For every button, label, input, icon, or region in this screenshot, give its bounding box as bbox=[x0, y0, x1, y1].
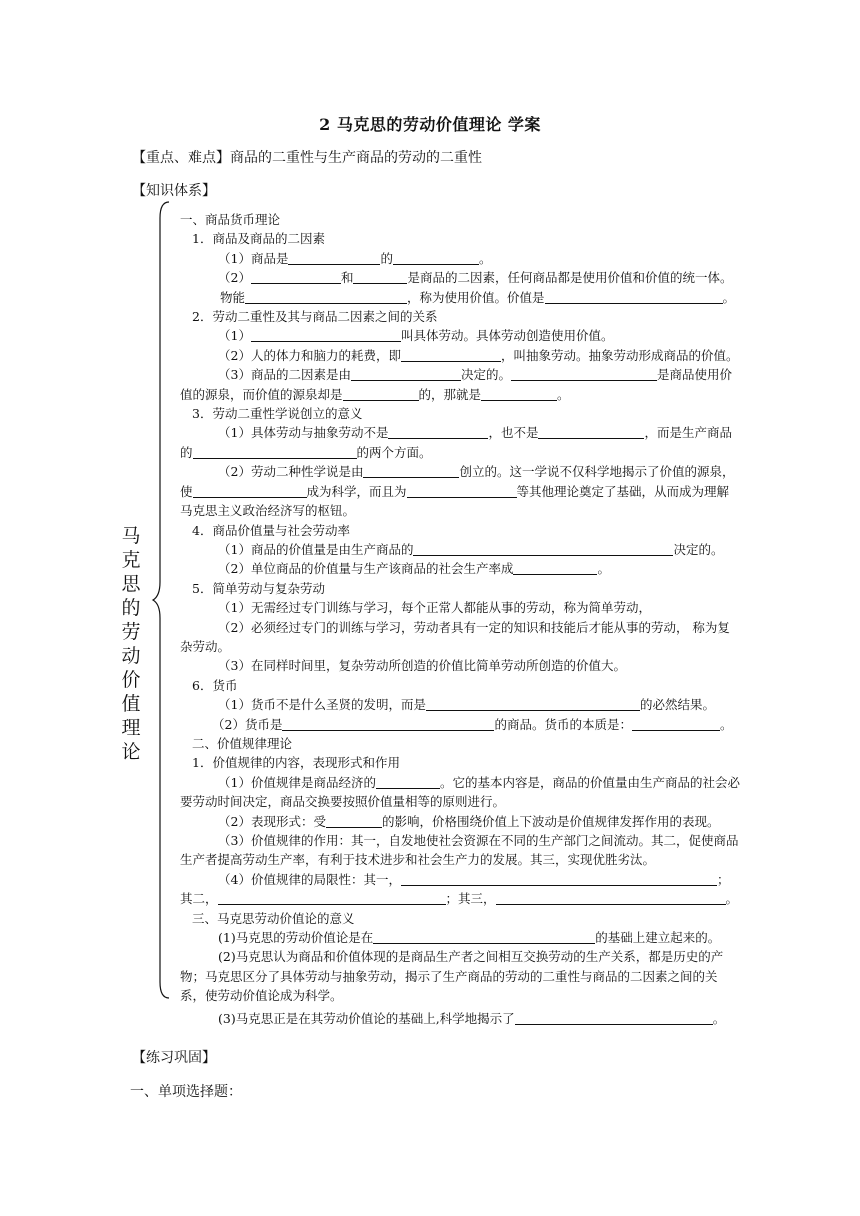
text-segment: ，称为使用价值。价值是 bbox=[407, 289, 545, 305]
fill-in-blank bbox=[513, 561, 597, 575]
fill-in-blank bbox=[496, 891, 726, 905]
outline-line bbox=[180, 928, 740, 947]
text-segment: （1）价值规律是商品经济的 bbox=[218, 774, 376, 790]
text-segment: ，也不是 bbox=[488, 425, 539, 441]
outline-line bbox=[180, 326, 740, 345]
fill-in-blank bbox=[515, 1011, 713, 1025]
fill-in-blank bbox=[326, 814, 382, 828]
text-segment: ，而是生产商品的 bbox=[180, 425, 732, 460]
outline-line bbox=[180, 870, 740, 889]
text-segment: 创立的。这一学说不仅科学地揭示了价值的源泉，使 bbox=[180, 464, 735, 499]
fill-in-blank bbox=[373, 930, 595, 944]
fill-in-blank bbox=[388, 425, 488, 439]
outline-line: 5．简单劳动与复杂劳动 bbox=[192, 580, 325, 596]
text-segment: （2）货币是 bbox=[212, 716, 283, 732]
text-segment: ； bbox=[716, 871, 730, 887]
fill-in-blank bbox=[363, 464, 459, 478]
outline-line bbox=[180, 268, 740, 287]
outline-line bbox=[180, 462, 740, 520]
outline-brace bbox=[150, 200, 172, 1000]
text-segment: 的影响，价格围绕价值上下波动是价值规律发挥作用的表现。 bbox=[381, 813, 720, 829]
fill-in-blank bbox=[545, 290, 723, 304]
fill-in-blank bbox=[481, 387, 557, 401]
text-segment: 。 bbox=[478, 250, 492, 266]
text-segment: 是商品使用价值的源泉，而价值的源泉却是 bbox=[180, 367, 732, 402]
fill-in-blank bbox=[401, 348, 501, 362]
fill-in-blank bbox=[218, 891, 446, 905]
fill-in-blank bbox=[413, 542, 673, 556]
outline-line bbox=[180, 1009, 740, 1028]
outline-line: 4．商品价值量与社会劳动率 bbox=[192, 522, 350, 538]
text-segment: 。 bbox=[712, 1010, 726, 1026]
text-segment: 决定的。 bbox=[673, 541, 724, 557]
knowledge-system-heading: 【知识体系】 bbox=[132, 183, 216, 199]
text-segment: 。 bbox=[719, 716, 733, 732]
text-segment: （2）劳动二种性学说是由 bbox=[218, 464, 364, 480]
text-segment: 的两个方面。 bbox=[356, 444, 432, 460]
outline-line bbox=[180, 715, 740, 734]
fill-in-blank bbox=[245, 290, 407, 304]
text-segment: 的必然结果。 bbox=[639, 697, 715, 713]
outline-line bbox=[180, 812, 740, 831]
text-segment: （2）人的体力和脑力的耗费，即 bbox=[218, 347, 401, 363]
text-segment: 克 bbox=[121, 549, 141, 571]
text-segment: 马 bbox=[121, 525, 141, 547]
text-segment: （1）商品的价值量是由生产商品的 bbox=[218, 541, 414, 557]
text-segment: 论 bbox=[121, 741, 141, 763]
outline-line bbox=[180, 346, 740, 365]
section-1-heading: 一、商品货币理论 bbox=[180, 212, 281, 227]
text-segment: 的商品。货币的本质是： bbox=[494, 716, 632, 732]
text-segment: （2） bbox=[218, 270, 251, 286]
outline-line bbox=[180, 249, 740, 268]
text-segment: 。 bbox=[597, 561, 610, 577]
outline-line: （3）在同样时间里，复杂劳动所创造的价值比简单劳动所创造的价值大。 bbox=[218, 658, 626, 674]
text-segment: （1）商品是 bbox=[218, 250, 289, 266]
fill-in-blank bbox=[401, 872, 717, 886]
outline-line bbox=[180, 365, 740, 404]
text-segment: 决定的。 bbox=[460, 367, 511, 383]
outline-line: 6．货币 bbox=[192, 677, 238, 693]
text-segment: 和 bbox=[340, 270, 354, 286]
outline-line: 1．商品及商品的二因素 bbox=[192, 231, 325, 247]
text-segment: 是商品的二因素，任何商品都是使用价值和价值的统一体。 bbox=[407, 270, 733, 286]
outline-line bbox=[180, 540, 740, 559]
text-segment: （1）货币不是什么圣贤的发明，而是 bbox=[218, 697, 426, 713]
text-segment: 的 bbox=[380, 250, 393, 266]
outline-line: 3．劳动二重性学说创立的意义 bbox=[192, 406, 363, 422]
text-segment: 。 bbox=[725, 891, 739, 907]
knowledge-outline bbox=[180, 210, 740, 1028]
fill-in-blank bbox=[193, 445, 357, 459]
fill-in-blank bbox=[407, 484, 517, 498]
text-segment: （2）单位商品的价值量与生产该商品的社会生产率成 bbox=[218, 561, 514, 577]
text-segment: 物能 bbox=[220, 289, 246, 305]
key-points: 【重点、难点】商品的二重性与生产商品的劳动的二重性 bbox=[132, 150, 482, 166]
text-segment: （1） bbox=[218, 328, 251, 344]
page-title: 2 马克思的劳动价值理论 学案 bbox=[319, 115, 541, 134]
text-segment: 。 bbox=[557, 386, 570, 402]
text-segment: 。 bbox=[722, 289, 736, 305]
text-segment: 的，那就是 bbox=[418, 386, 482, 402]
text-segment: ；其三， bbox=[445, 891, 496, 907]
text-segment: (3)马克思正是在其劳动价值论的基础上,科学地揭示了 bbox=[218, 1010, 515, 1026]
outline-line bbox=[180, 773, 740, 812]
text-segment: 等其他理论奠定了基础，从而成为理解马克思主义政治经济写的枢钮。 bbox=[180, 483, 730, 519]
fill-in-blank bbox=[343, 387, 419, 401]
text-segment: （2）表现形式：受 bbox=[218, 813, 326, 829]
text-segment: 思 bbox=[121, 573, 141, 595]
text-segment: （1）具体劳动与抽象劳动不是 bbox=[218, 425, 389, 441]
fill-in-blank bbox=[393, 251, 479, 265]
outline-line bbox=[180, 559, 740, 578]
text-segment: (1)马克思的劳动价值论是在 bbox=[218, 930, 374, 946]
outline-line: （3）价值规律的作用：其一，自发地使社会资源在不同的生产部门之间流动。其二，促使商品生产者提高劳动生产率，有利于技术进步和社会生产力的发展。其三，实现优胜劣汰。 bbox=[180, 833, 739, 868]
text-segment: 动 bbox=[121, 645, 141, 667]
text-segment: 劳 bbox=[121, 621, 141, 643]
fill-in-blank bbox=[376, 775, 440, 789]
text-segment: 其二， bbox=[180, 891, 218, 907]
text-segment: 。它的基本内容是，商品的价值量由生产商品的社会必要劳动时间决定，商品交换要按照价值量相等的原则进行。 bbox=[180, 774, 740, 810]
section-3-heading: 三、马克思劳动价值论的意义 bbox=[192, 910, 355, 926]
fill-in-blank bbox=[632, 717, 720, 731]
text-segment: 的 bbox=[121, 597, 141, 619]
outline-line bbox=[180, 889, 740, 908]
outline-sidebar-label bbox=[121, 524, 141, 764]
text-segment: （3）商品的二因素是由 bbox=[218, 367, 351, 383]
outline-line: 2．劳动二重性及其与商品二因素之间的关系 bbox=[192, 309, 438, 325]
fill-in-blank bbox=[251, 328, 401, 342]
outline-line: (2)马克思认为商品和价值体现的是商品生产者之间相互交换劳动的生产关系，都是历史的产物；马克思区分了具体劳动与抽象劳动，揭示了生产商品的劳动的二重性与商品的二因素之间的关系，使劳动价值论成为科学。 bbox=[180, 949, 724, 1004]
fill-in-blank bbox=[353, 270, 407, 284]
outline-line: （1）无需经过专门训练与学习，每个正常人都能从事的劳动，称为简单劳动， bbox=[218, 600, 651, 616]
text-segment: 价 bbox=[121, 669, 141, 691]
text-segment: 叫具体劳动。具体劳动创造使用价值。 bbox=[400, 328, 614, 344]
outline-line bbox=[180, 288, 740, 307]
fill-in-blank bbox=[193, 484, 307, 498]
text-segment: ，叫抽象劳动。抽象劳动形成商品的价值。 bbox=[500, 347, 739, 363]
text-segment: 成为科学，而且为 bbox=[306, 483, 407, 499]
fill-in-blank bbox=[282, 717, 494, 731]
outline-line bbox=[180, 695, 740, 714]
practice-heading: 【练习巩固】 bbox=[132, 1050, 216, 1066]
text-segment: 的基础上建立起来的。 bbox=[595, 930, 721, 946]
fill-in-blank bbox=[251, 270, 341, 284]
fill-in-blank bbox=[426, 697, 640, 711]
fill-in-blank bbox=[511, 367, 657, 381]
outline-line bbox=[180, 423, 740, 462]
fill-in-blank bbox=[288, 251, 380, 265]
question-section-heading: 一、单项选择题： bbox=[130, 1084, 242, 1100]
outline-line: （2）必须经过专门的训练与学习，劳动者具有一定的知识和技能后才能从事的劳动， 称为复杂劳动。 bbox=[180, 619, 730, 654]
fill-in-blank bbox=[538, 425, 644, 439]
fill-in-blank bbox=[351, 367, 461, 381]
outline-line: 1．价值规律的内容，表现形式和作用 bbox=[192, 755, 400, 771]
text-segment: 理 bbox=[121, 717, 141, 739]
section-2-heading: 二、价值规律理论 bbox=[192, 735, 293, 751]
text-segment: 值 bbox=[121, 693, 141, 715]
text-segment: （4）价值规律的局限性：其一， bbox=[218, 871, 401, 887]
